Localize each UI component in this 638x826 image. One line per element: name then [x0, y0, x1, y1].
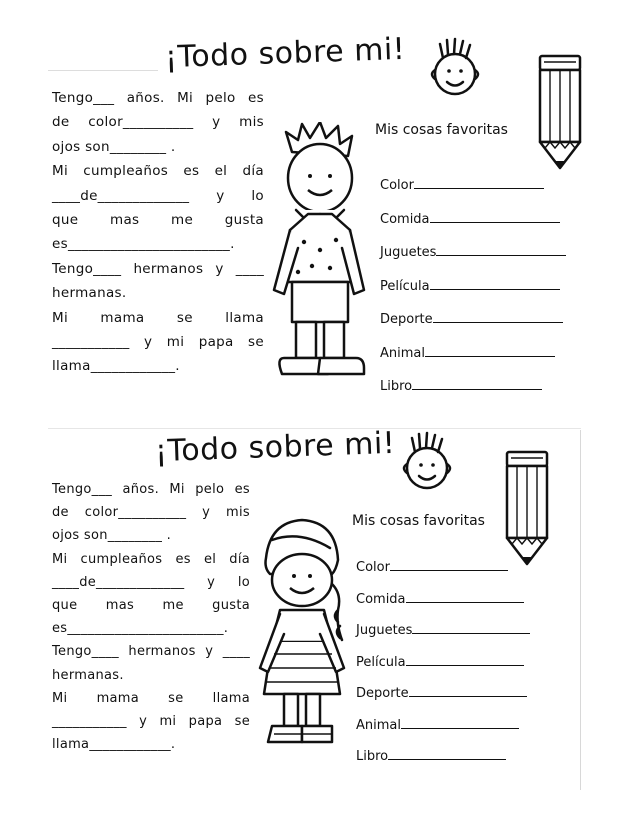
- favorites-title: Mis cosas favoritas: [375, 122, 508, 138]
- answer-blank[interactable]: [425, 344, 555, 357]
- answer-blank[interactable]: [406, 590, 524, 603]
- prompt-line: llama____________.: [52, 358, 180, 375]
- smiley-face-icon: [420, 36, 490, 100]
- favorites-list: [356, 558, 530, 779]
- answer-blank[interactable]: [401, 716, 519, 729]
- prompt-line: ____de_____________ y lo: [52, 187, 264, 204]
- favorite-item: [356, 653, 530, 685]
- prompt-line: Mi mama se llama: [52, 309, 264, 326]
- pencil-icon: [502, 448, 552, 568]
- favorite-item: [380, 176, 566, 210]
- favorite-item: [380, 243, 566, 277]
- prompt-line: Mi cumpleaños es el día: [52, 163, 264, 180]
- favorite-label: Libro: [380, 379, 413, 394]
- about-me-paragraph: [52, 86, 264, 379]
- pencil-icon: [535, 52, 585, 172]
- about-me-paragraph: [52, 478, 250, 756]
- worksheet-bottom: [0, 418, 638, 808]
- favorite-label: Deporte: [356, 686, 409, 701]
- answer-blank[interactable]: [433, 310, 563, 323]
- prompt-line: es_______________________.: [52, 236, 235, 253]
- favorite-label: Película: [380, 278, 430, 294]
- favorite-label: Color: [380, 178, 414, 193]
- answer-blank[interactable]: [430, 210, 560, 223]
- prompt-line: es_______________________.: [52, 621, 229, 637]
- favorite-label: Libro: [356, 749, 389, 764]
- prompt-line: llama____________.: [52, 737, 176, 753]
- favorite-item: [356, 621, 530, 653]
- prompt-line: de color__________ y mis: [52, 114, 264, 131]
- favorites-list: [380, 176, 566, 411]
- prompt-line: ojos son________ .: [52, 528, 172, 544]
- boy-illustration-icon: [268, 122, 368, 386]
- favorite-label: Deporte: [380, 312, 433, 327]
- favorite-item: [380, 377, 566, 411]
- prompt-line: ___________ y mi papa se: [52, 714, 250, 730]
- prompt-line: Tengo___ años. Mi pelo es: [52, 482, 250, 497]
- prompt-line: Tengo___ años. Mi pelo es: [52, 90, 264, 106]
- favorite-item: [380, 310, 566, 344]
- favorites-title: Mis cosas favoritas: [352, 513, 485, 529]
- favorite-item: [380, 277, 566, 311]
- answer-blank[interactable]: [390, 558, 508, 571]
- favorite-label: Animal: [380, 345, 425, 361]
- favorite-item: [356, 590, 530, 622]
- favorite-item: [356, 558, 530, 590]
- prompt-line: que mas me gusta: [52, 212, 264, 229]
- worksheet-title: ¡Todo sobre mi!: [164, 31, 406, 76]
- answer-blank[interactable]: [436, 243, 566, 256]
- answer-blank[interactable]: [412, 621, 530, 634]
- worksheet-title: ¡Todo sobre mi!: [154, 425, 396, 470]
- prompt-line: de color__________ y mis: [52, 505, 250, 521]
- favorite-label: Película: [356, 654, 406, 670]
- prompt-line: Mi cumpleaños es el día: [52, 551, 250, 567]
- prompt-line: Tengo____ hermanos y ____: [52, 260, 264, 277]
- prompt-line: que mas me gusta: [52, 598, 250, 614]
- favorite-label: Juguetes: [356, 623, 413, 638]
- favorite-item: [380, 210, 566, 244]
- favorite-label: Comida: [356, 591, 406, 607]
- answer-blank[interactable]: [414, 176, 544, 189]
- prompt-line: ojos son________ .: [52, 138, 176, 155]
- favorite-item: [356, 747, 530, 779]
- prompt-line: ____de_____________ y lo: [52, 574, 250, 590]
- favorite-item: [356, 716, 530, 748]
- favorite-item: [356, 684, 530, 716]
- answer-blank[interactable]: [412, 377, 542, 390]
- prompt-line: Tengo____ hermanos y ____: [52, 644, 250, 660]
- answer-blank[interactable]: [430, 277, 560, 290]
- answer-blank[interactable]: [406, 653, 524, 666]
- answer-blank[interactable]: [409, 684, 527, 697]
- girl-illustration-icon: [252, 518, 348, 754]
- favorite-label: Animal: [356, 717, 401, 733]
- favorite-item: [380, 344, 566, 378]
- favorite-label: Color: [356, 560, 390, 575]
- smiley-face-icon: [392, 430, 462, 494]
- prompt-line: hermanas.: [52, 667, 124, 683]
- favorite-label: Juguetes: [380, 245, 437, 260]
- worksheet-top: [0, 28, 638, 418]
- prompt-line: ___________ y mi papa se: [52, 334, 264, 351]
- title-rule: [48, 70, 158, 71]
- favorite-label: Comida: [380, 211, 430, 227]
- prompt-line: Mi mama se llama: [52, 690, 250, 706]
- prompt-line: hermanas.: [52, 285, 127, 302]
- answer-blank[interactable]: [388, 747, 506, 760]
